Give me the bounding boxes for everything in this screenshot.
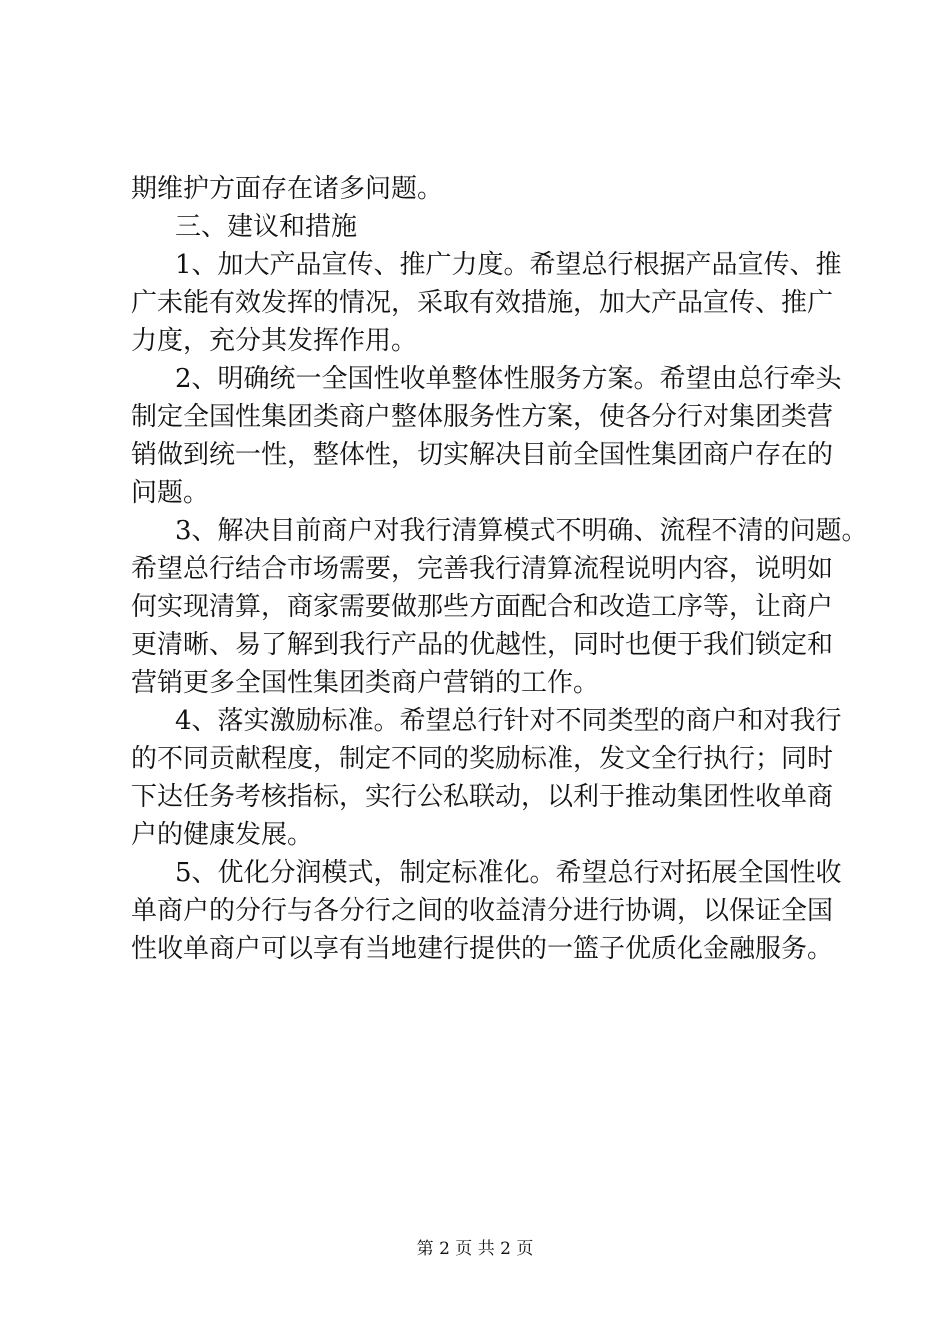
text-line: 希望总行结合市场需要，完善我行清算流程说明内容，说明如 [131, 554, 834, 584]
text-line: 单商户的分行与各分行之间的收益清分进行协调，以保证全国 [131, 896, 834, 926]
text-line: 5、优化分润模式，制定标准化。希望总行对拓展全国性收 [175, 858, 842, 888]
text-line: 力度，充分其发挥作用。 [131, 326, 418, 356]
section-heading: 三、建议和措施 [175, 212, 358, 242]
text-line: 的不同贡献程度，制定不同的奖励标准，发文全行执行；同时 [131, 744, 834, 774]
page-number-footer: 第 2 页 共 2 页 [416, 1239, 534, 1259]
text-line: 下达任务考核指标，实行公私联动，以利于推动集团性收单商 [131, 782, 834, 812]
text-line: 销做到统一性，整体性，切实解决目前全国性集团商户存在的 [131, 440, 834, 470]
text-line: 何实现清算，商家需要做那些方面配合和改造工序等，让商户 [131, 592, 834, 622]
text-line: 营销更多全国性集团类商户营销的工作。 [131, 668, 600, 698]
text-line: 更清晰、易了解到我行产品的优越性，同时也便于我们锁定和 [131, 630, 834, 660]
text-line: 问题。 [131, 478, 210, 508]
text-line: 户的健康发展。 [131, 820, 314, 850]
text-line: 1、加大产品宣传、推广力度。希望总行根据产品宣传、推 [175, 250, 842, 280]
text-line: 2、明确统一全国性收单整体性服务方案。希望由总行牵头 [175, 364, 842, 394]
text-line: 3、解决目前商户对我行清算模式不明确、流程不清的问题。 [175, 516, 868, 546]
document-body [131, 170, 868, 968]
text-line: 期维护方面存在诸多问题。 [131, 174, 444, 204]
text-line: 广未能有效发挥的情况，采取有效措施，加大产品宣传、推广 [131, 288, 834, 318]
text-line: 制定全国性集团类商户整体服务性方案，使各分行对集团类营 [131, 402, 834, 432]
text-line: 性收单商户可以享有当地建行提供的一篮子优质化金融服务。 [131, 934, 834, 964]
text-line: 4、落实激励标准。希望总行针对不同类型的商户和对我行 [175, 706, 842, 736]
